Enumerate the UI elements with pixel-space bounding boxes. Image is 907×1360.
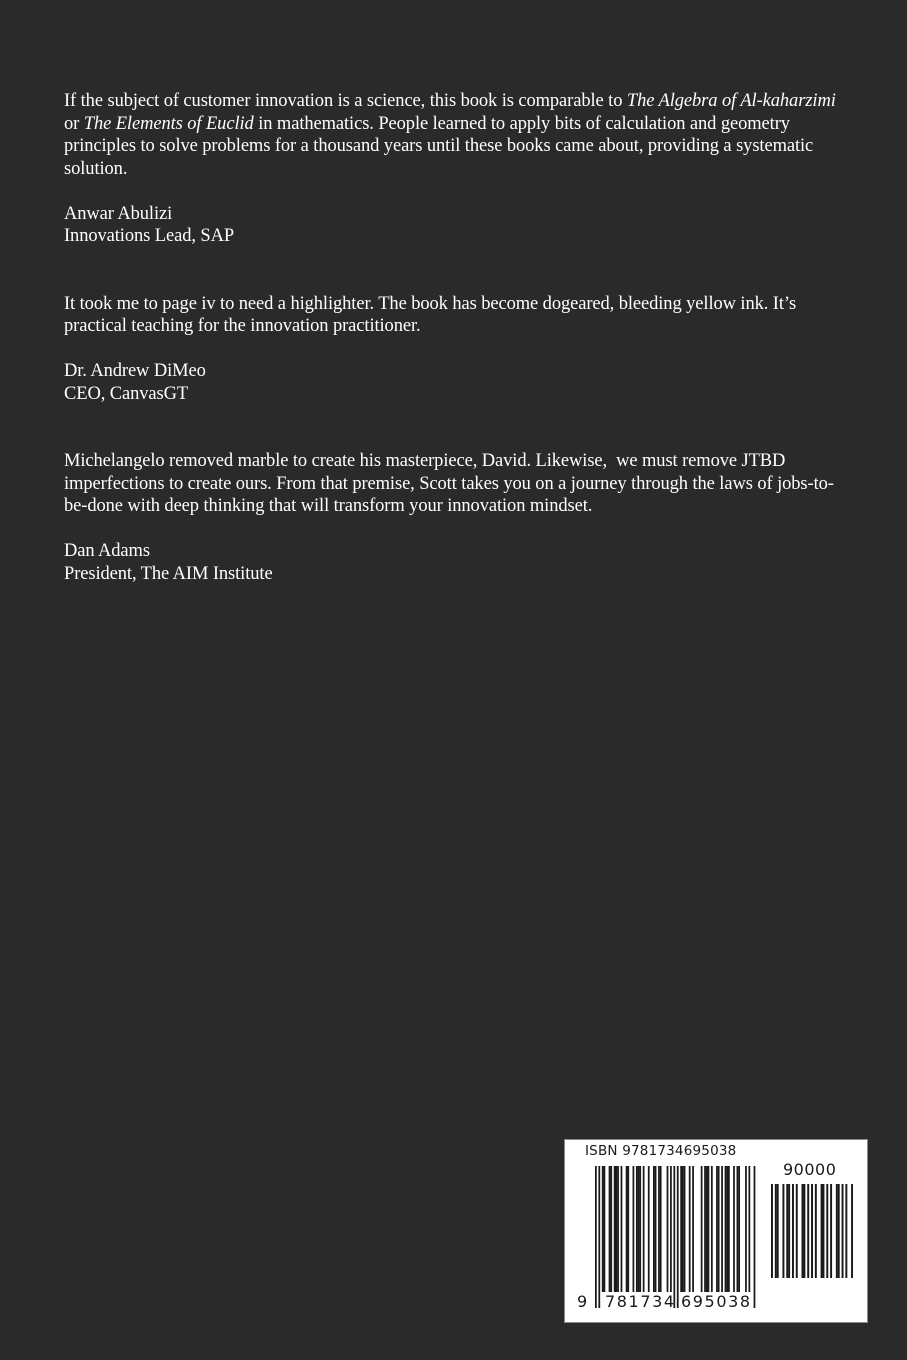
back-cover-text	[64, 90, 844, 630]
blurb-author-title: President, The AIM Institute	[64, 563, 273, 584]
book-title-italic: The Algebra of Al-kaharzimi	[626, 91, 836, 111]
blurb-author-title: Innovations Lead, SAP	[64, 226, 235, 246]
blurb-author-name: Dan Adams	[64, 541, 150, 561]
barcode-digits-right: 695038	[681, 1292, 752, 1311]
blurb-author-name: Dr. Andrew DiMeo	[64, 361, 206, 381]
barcode-digit-first: 9	[577, 1292, 588, 1311]
barcode-digits-left: 781734	[605, 1292, 676, 1311]
blurb-author-title: CEO, CanvasGT	[64, 383, 189, 404]
blurb-quote: If the subject of customer innovation is a science, this book is comparable to The Algebra of Al-kaharzimi or The Elements of Euclid in mathematics. People learned to apply bits of calculation and geometry principles to solve problems for a thousand years until these books came about, providing a systematic solution.	[64, 91, 836, 179]
barcode-addon-number: 90000	[783, 1160, 837, 1179]
blurb-3	[64, 450, 844, 585]
isbn-barcode	[565, 1140, 867, 1322]
book-title-italic: The Elements of Euclid	[83, 113, 254, 134]
blurb-author-name: Anwar Abulizi	[64, 203, 173, 224]
blurb-1	[64, 90, 844, 248]
isbn-label: ISBN 9781734695038	[585, 1143, 737, 1159]
blurb-quote: Michelangelo removed marble to create his masterpiece, David. Likewise, we must remove JTBD imperfections to create ours. From that premise, Scott takes you on a journey through the laws of jobs-to-be-done with deep thinking that will transform your innovation mindset.	[64, 451, 834, 516]
barcode-bars-addon	[771, 1184, 853, 1278]
blurb-quote: It took me to page iv to need a highlighter. The book has become dogeared, bleeding yellow ink. It’s practical teaching for the innovation practitioner.	[64, 293, 797, 336]
blurb-2	[64, 293, 844, 406]
barcode-bars-main	[595, 1166, 757, 1308]
